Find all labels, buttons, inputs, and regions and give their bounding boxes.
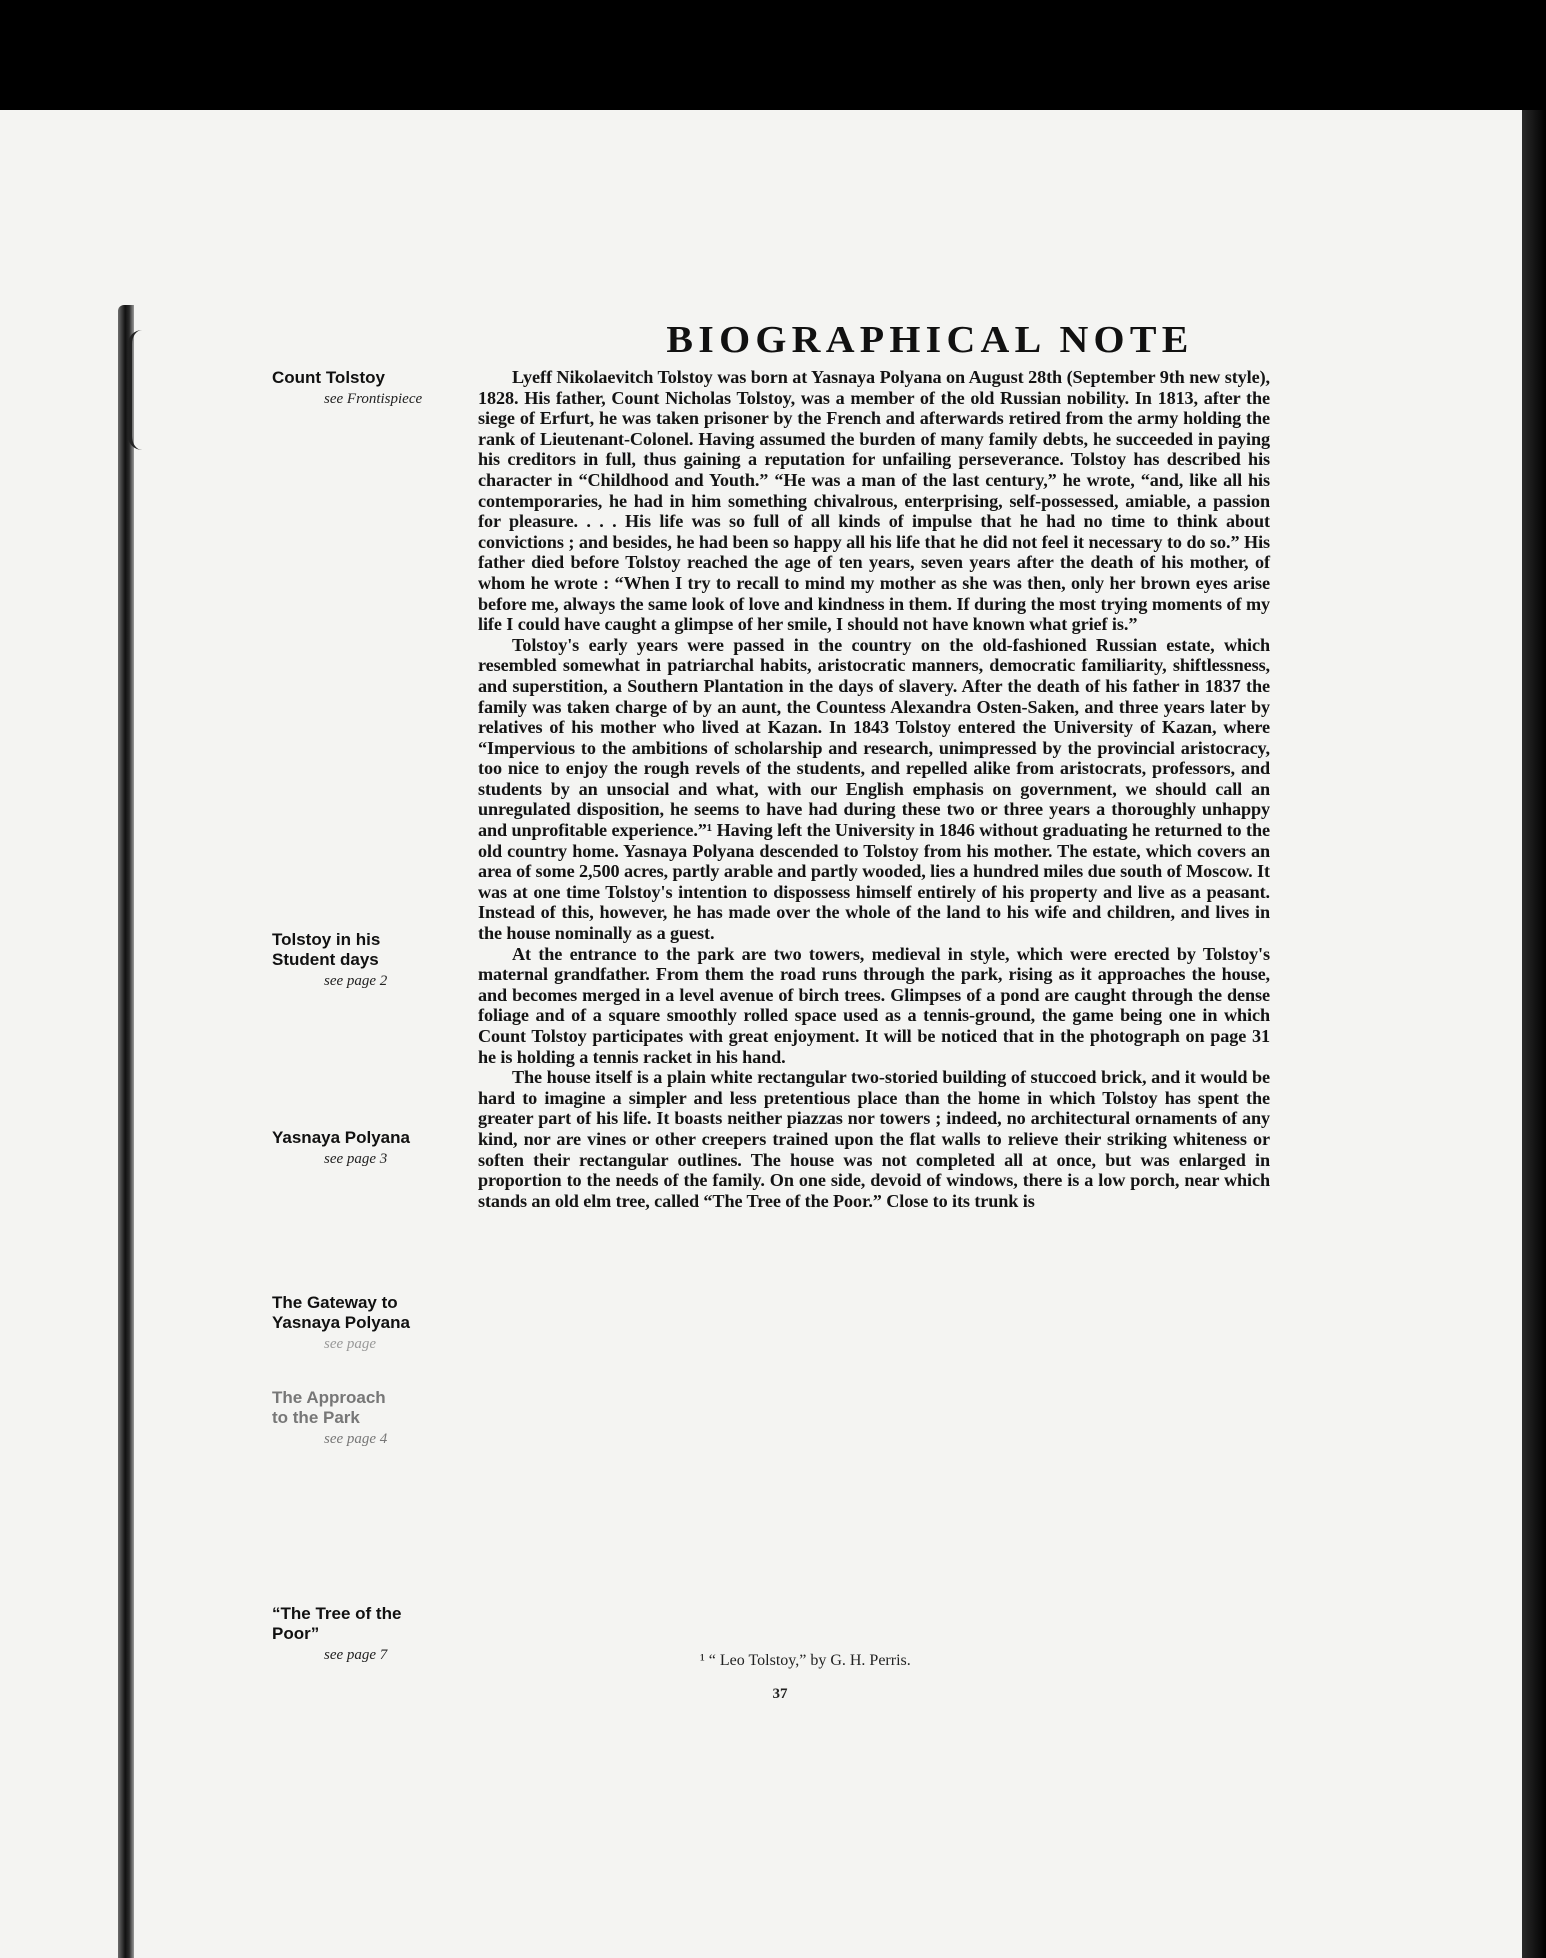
margin-note-heading: Count Tolstoy — [272, 368, 385, 387]
margin-note-reference: see page 2 — [324, 973, 388, 989]
margin-note-reference: see page 3 — [324, 1151, 388, 1167]
paragraph: Tolstoy's early years were passed in the country on the old-fashioned Russian estate, which resembled somewhat in patriarchal habits, aristocratic manners, democratic familiarity, shiftlessness, and superstition, a Southern Plantation in the days of slavery. After the death of his father in 1837 the family was taken charge of by an aunt, the Countess Alexandra Osten-Saken, and three years later by relatives of his mother who lived at Kazan. In 1843 Tolstoy entered the University of Kazan, where “Impervious to the ambitions of scholarship and research, unimpressed by the provincial aristocracy, too nice to enjoy the rough revels of the students, and repelled alike from aristocrats, professors, and students by an unsocial and what, with our English emphasis on government, we should call an unregulated disposition, he seems to have had during these two or three years a thoroughly unhappy and unprofitable experience.”¹ Having left the University in 1846 without graduating he returned to the old country home. Yasnaya Polyana descended to Tolstoy from his mother. The estate, which covers an area of some 2,500 acres, partly arable and partly wooded, lies a hundred miles due south of Moscow. It was at one time Tolstoy's intention to dispossess himself entirely of his property and live as a peasant. Instead of this, however, he has made over the whole of the land to his wife and children, and lives in the house nominally as a guest. — [478, 634, 1270, 944]
margin-note-count-tolstoy — [272, 368, 422, 408]
paragraph: At the entrance to the park are two towers, medieval in style, which were erected by Tolstoy's maternal grandfather. From them the road runs through the park, rising as it approaches the house, and becomes merged in a level avenue of birch trees. Glimpses of a pond are caught through the dense foliage and of a square smoothly rolled space used as a tennis-ground, the game being one in which Count Tolstoy participates with great enjoyment. It will be noticed that in the photograph on page 31 he is holding a tennis racket in his hand. — [478, 943, 1270, 1067]
margin-note-yasnaya-polyana — [272, 1128, 410, 1168]
margin-note-gateway — [272, 1293, 410, 1353]
binding-curl — [128, 330, 152, 450]
margin-note-heading: “The Tree of the Poor” — [272, 1604, 402, 1643]
book-binding — [118, 305, 134, 1958]
page-number: 37 — [772, 1686, 788, 1702]
margin-note-reference: see page — [324, 1336, 377, 1352]
page-title: BIOGRAPHICAL NOTE — [666, 319, 1194, 361]
margin-note-heading: The Gateway to Yasnaya Polyana — [272, 1293, 410, 1332]
margin-note-student-days — [272, 930, 387, 990]
margin-note-heading: Tolstoy in his Student days — [272, 930, 381, 969]
page-edge-shadow — [1522, 110, 1546, 1958]
margin-note-reference: see Frontispiece — [324, 391, 423, 407]
margin-note-heading: Yasnaya Polyana — [272, 1128, 410, 1147]
margin-note-heading: The Approach to the Park — [272, 1388, 386, 1427]
margin-note-reference: see page 4 — [324, 1431, 388, 1447]
margin-note-approach — [272, 1388, 387, 1448]
margin-note-reference: see page 7 — [324, 1647, 388, 1663]
biography-text — [478, 367, 1270, 1211]
paragraph: Lyeff Nikolaevitch Tolstoy was born at Yasnaya Polyana on August 28th (September 9th new style), 1828. His father, Count Nicholas Tolstoy, was a member of the old Russian nobility. In 1813, after the siege of Erfurt, he was taken prisoner by the French and afterwards retired from the army holding the rank of Lieutenant-Colonel. Having assumed the burden of many family debts, he succeeded in paying his creditors in full, thus gaining a reputation for unfailing perseverance. Tolstoy has described his character in “Childhood and Youth.” “He was a man of the last century,” he wrote, “and, like all his contemporaries, he had in him something chivalrous, enterprising, self-possessed, amiable, a passion for pleasure. . . . His life was so full of all kinds of impulse that he had no time to think about convictions ; and besides, he had been so happy all his life that he did not feel it necessary to do so.” His father died before Tolstoy reached the age of ten years, seven years after the death of his mother, of whom he wrote : “When I try to recall to mind my mother as she was then, only her brown eyes arise before me, always the same look of love and kindness in them. If during the most trying moments of my life I could have caught a glimpse of her smile, I should not have known what grief is.” — [478, 367, 1270, 635]
footnote: ¹ “ Leo Tolstoy,” by G. H. Perris. — [700, 1652, 911, 1669]
paragraph: The house itself is a plain white rectangular two-storied building of stuccoed brick, and it would be hard to imagine a simpler and less pretentious place than the home in which Tolstoy has spent the greater part of his life. It boasts neither piazzas nor towers ; indeed, no architectural ornaments of any kind, nor are vines or other creepers trained upon the flat walls to relieve their striking whiteness or soften their rectangular outlines. The house was not completed all at once, but was enlarged in proportion to the needs of the family. On one side, devoid of windows, there is a low porch, near which stands an old elm tree, called “The Tree of the Poor.” Close to its trunk is — [478, 1067, 1270, 1211]
margin-note-tree-of-poor — [272, 1604, 401, 1664]
